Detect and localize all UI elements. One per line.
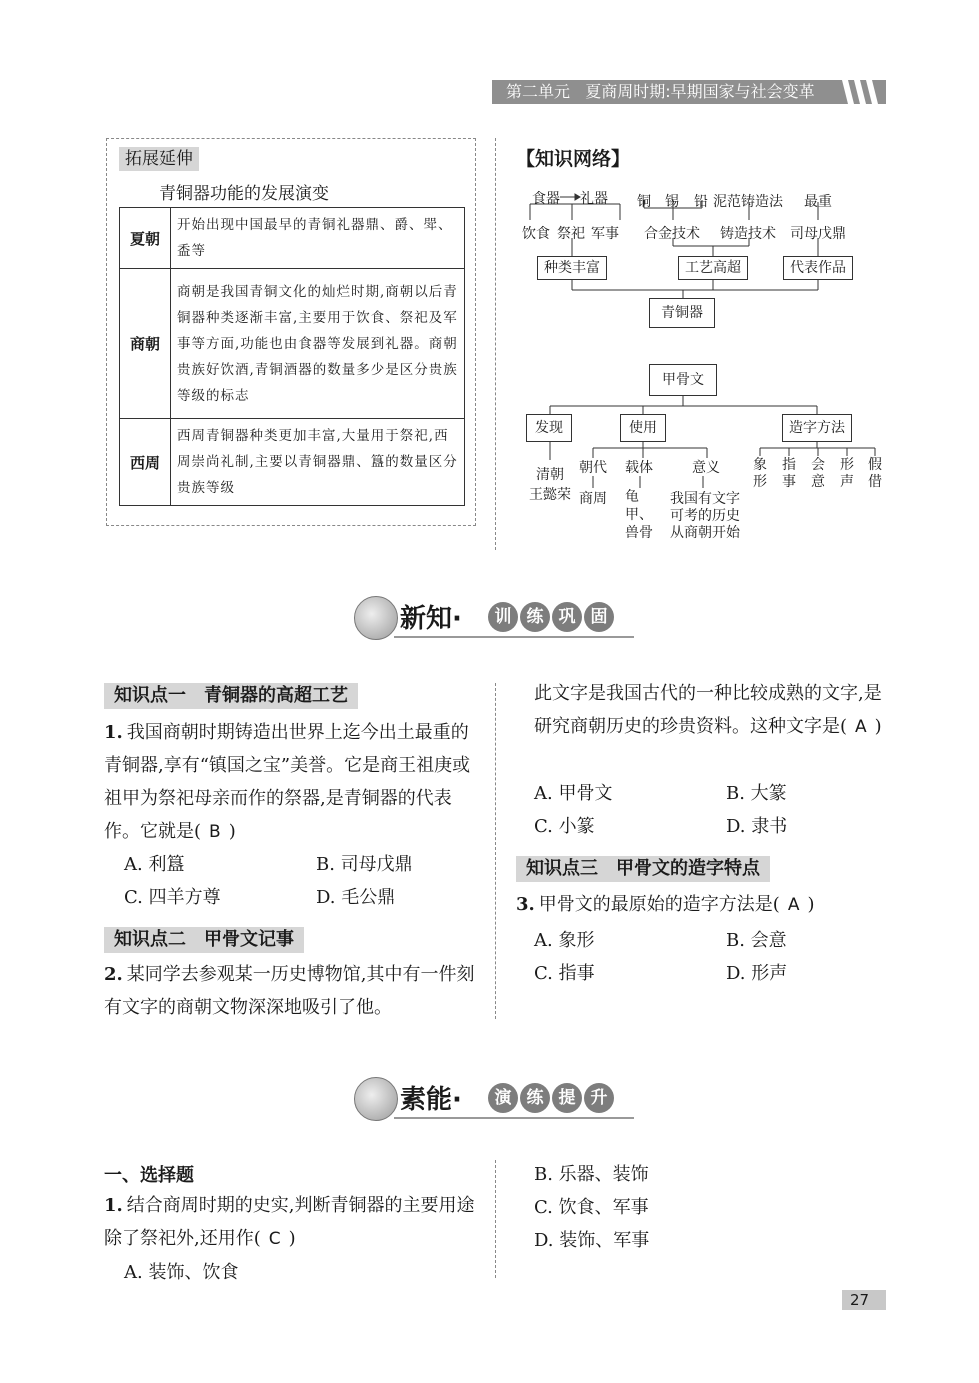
net-food: 食器 [532, 191, 560, 207]
header-title: 夏商周时期:早期国家与社会变革 [585, 82, 815, 101]
net-ritual: 礼器 [580, 191, 608, 207]
page-number: 27 [842, 1290, 886, 1310]
text-cell: 西周青铜器种类更加丰富,大量用于祭祀,西周崇尚礼制,主要以青铜器鼎、簋的数量区分贵族等级 [171, 419, 465, 506]
net-meaning-3: 从商朝开始 [670, 525, 740, 541]
answer: C [268, 1229, 281, 1249]
banner-char: 练 [520, 1083, 550, 1113]
net-shang: 商周 [579, 491, 607, 507]
net-meaning: 意义 [692, 460, 720, 476]
answer: B [209, 822, 221, 842]
net-copper: 铜 [637, 194, 651, 210]
net-drink: 饮食 [522, 226, 550, 242]
option: A. 象形 [534, 930, 595, 951]
net-oracle-root: 甲骨文 [649, 364, 717, 396]
net-sacrifice: 祭祀 [557, 226, 585, 242]
bronze-function-table [119, 207, 465, 506]
era-cell: 夏朝 [120, 208, 171, 269]
option: B. 司母戊鼎 [316, 854, 413, 875]
net-shell: 龟甲、兽骨 [625, 489, 653, 541]
section-banner-new-knowledge [354, 592, 654, 642]
header-stripes-icon [840, 80, 880, 104]
option: C. 指事 [534, 963, 595, 984]
option: B. 大篆 [726, 783, 787, 804]
option: A. 甲骨文 [534, 783, 613, 804]
knowledge-point-2: 知识点二 甲骨文记事 [104, 927, 304, 953]
net-works-box: 代表作品 [783, 256, 853, 280]
table-row [120, 208, 465, 269]
banner-underline [394, 1117, 634, 1119]
net-wang: 王懿荣 [529, 487, 571, 503]
banner-char: 固 [584, 602, 614, 632]
option: D. 装饰、军事 [534, 1230, 650, 1251]
net-heaviest: 最重 [804, 194, 832, 210]
column-divider [495, 138, 496, 550]
pen-logo-icon [354, 596, 398, 640]
era-cell: 西周 [120, 419, 171, 506]
column-divider [495, 683, 496, 1019]
net-method-box: 造字方法 [782, 414, 852, 442]
option: A. 装饰、饮食 [124, 1262, 239, 1283]
net-hui: 会意 [811, 457, 825, 490]
option: D. 毛公鼎 [316, 887, 396, 908]
banner-title: 素能· [400, 1085, 462, 1115]
extension-box [106, 138, 476, 526]
net-bronze-root: 青铜器 [649, 298, 715, 328]
net-xiang: 象形 [753, 457, 767, 490]
banner-char: 巩 [552, 602, 582, 632]
net-meaning-1: 我国有文字 [670, 491, 740, 507]
era-cell: 商朝 [120, 269, 171, 419]
option: D. 形声 [726, 963, 788, 984]
option: A. 利簋 [124, 854, 185, 875]
network-title: 【知识网络】 [516, 148, 631, 170]
option: C. 饮食、军事 [534, 1197, 649, 1218]
extension-title: 青铜器功能的发展演变 [159, 184, 329, 204]
banner-title: 新知· [400, 604, 462, 634]
banner-char: 提 [552, 1083, 582, 1113]
net-alloy: 合金技术 [644, 226, 700, 242]
section-banner-practice [354, 1073, 654, 1123]
banner-char: 练 [520, 602, 550, 632]
net-jia: 假借 [868, 457, 882, 490]
question-2-part-1: 2. 某同学去参观某一历史博物馆,其中有一件刻有文字的商朝文物深深地吸引了他。 [104, 964, 475, 1018]
running-header [492, 80, 886, 104]
net-zhi: 指事 [782, 457, 796, 490]
net-casting: 铸造技术 [720, 226, 776, 242]
option: B. 乐器、装饰 [534, 1164, 649, 1185]
knowledge-point-3: 知识点三 甲骨文的造字特点 [516, 856, 770, 882]
text-cell: 商朝是我国青铜文化的灿烂时期,商朝以后青铜器种类逐渐丰富,主要用于饮食、祭祀及军事等方面,功能也由食器等发展到礼器。商朝贵族好饮酒,青铜酒器的数量多少是区分贵族等级的标志 [171, 269, 465, 419]
answer: A [787, 895, 800, 915]
net-tin: 锡 [665, 194, 679, 210]
pen-logo-icon [354, 1077, 398, 1121]
question-2-part-2: 此文字是我国古代的一种比较成熟的文字,是研究商朝历史的珍贵资料。这种文字是( A ) [534, 683, 882, 737]
question-1: 1. 我国商朝时期铸造出世界上迄今出土最重的青铜器,享有“镇国之宝”美誉。它是商王祖庚或祖甲为祭祀母亲而作的祭器,是青铜器的代表作。它就是( B ) [104, 722, 471, 842]
net-carrier: 载体 [625, 460, 653, 476]
banner-underline [394, 636, 634, 638]
net-mould-method: 泥范铸造法 [713, 194, 783, 210]
net-use-box: 使用 [620, 414, 666, 442]
answer: A [855, 717, 867, 737]
exercise-1: 1. 结合商周时期的史实,判断青铜器的主要用途除了祭祀外,还用作( C ) [104, 1195, 475, 1249]
question-3: 3. 甲骨文的最原始的造字方法是( A ) [516, 894, 815, 915]
option: C. 四羊方尊 [124, 887, 221, 908]
banner-char: 演 [488, 1083, 518, 1113]
table-row [120, 419, 465, 506]
column-divider [495, 1160, 496, 1278]
net-military: 军事 [591, 226, 619, 242]
net-simuwu: 司母戊鼎 [790, 226, 846, 242]
option: D. 隶书 [726, 816, 788, 837]
banner-char: 升 [584, 1083, 614, 1113]
header-unit: 第二单元 [506, 82, 571, 101]
option: C. 小篆 [534, 816, 595, 837]
knowledge-point-1: 知识点一 青铜器的高超工艺 [104, 683, 358, 709]
net-qing: 清朝 [536, 467, 564, 483]
net-xing: 形声 [840, 457, 854, 490]
option: B. 会意 [726, 930, 787, 951]
section-title: 一、选择题 [104, 1165, 194, 1186]
net-dynasty: 朝代 [579, 460, 607, 476]
net-craft-box: 工艺高超 [678, 256, 748, 280]
net-lead: 铅 [694, 194, 708, 210]
net-discover-box: 发现 [526, 414, 572, 442]
extension-tag: 拓展延伸 [119, 147, 199, 171]
banner-char: 训 [488, 602, 518, 632]
table-row [120, 269, 465, 419]
net-variety-box: 种类丰富 [537, 256, 607, 280]
text-cell: 开始出现中国最早的青铜礼器鼎、爵、斝、盉等 [171, 208, 465, 269]
net-meaning-2: 可考的历史 [670, 508, 740, 524]
